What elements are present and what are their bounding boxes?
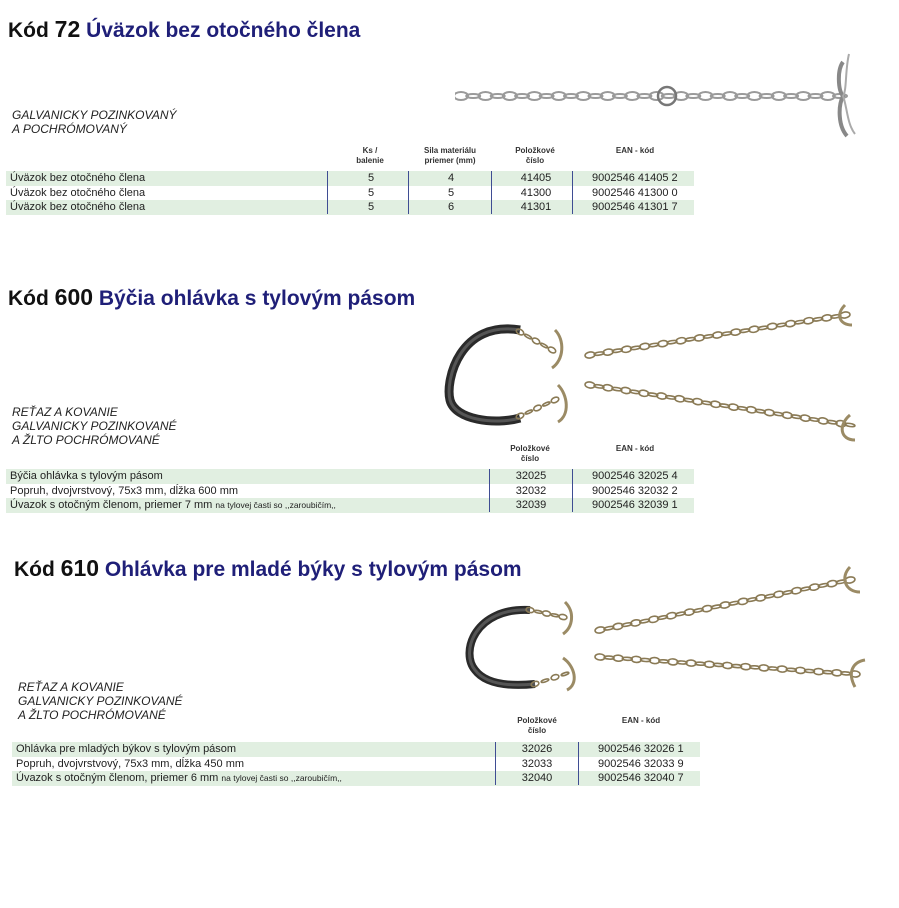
chain-link (534, 610, 542, 614)
chain-link (531, 337, 540, 345)
row-description: Ohlávka pre mladých býkov s tylovým pásom (16, 743, 237, 755)
row-ks: 5 (367, 186, 375, 199)
table-row (6, 469, 694, 484)
chain-link (547, 346, 556, 354)
row-item-number: 41300 (520, 186, 552, 199)
row-description: Býčia ohlávka s tylovým pásom (10, 470, 163, 482)
chain-link (515, 328, 524, 336)
chain-link (542, 401, 550, 407)
row-ks: 5 (367, 201, 375, 213)
row-description: Úväzok bez otočného člena (10, 186, 146, 199)
table-row (12, 757, 700, 772)
row-note: na tylovej časti so ,,zaroubičím,, (215, 500, 336, 510)
section-600-title (8, 284, 415, 311)
row-ean: 9002546 41405 2 (592, 172, 678, 184)
header-polozkove: Položkové číslo (510, 444, 550, 463)
product-code: 72 (54, 16, 81, 42)
kod-label: Kód (14, 558, 55, 581)
product-table-610 (12, 742, 700, 786)
row-ean: 9002546 41300 0 (592, 186, 678, 199)
column-divider (327, 171, 328, 214)
header-ean: EAN - kód (621, 716, 661, 725)
row-description: Popruh, dvojvrstvový, 75x3 mm, dĺžka 600 mm (10, 484, 239, 497)
kod-label: Kód (8, 19, 49, 42)
column-divider (489, 469, 490, 512)
table-row (6, 200, 694, 215)
header-ean: EAN - kód (615, 146, 655, 155)
product-code: 610 (60, 555, 100, 581)
finish-line: GALVANICKY POZINKOVANÝ (12, 108, 177, 122)
row-ean: 9002546 32033 9 (598, 757, 684, 770)
product-table-600 (6, 469, 694, 513)
table-row (12, 742, 700, 757)
column-divider (572, 171, 573, 214)
finish-note (18, 680, 183, 722)
finish-line: REŤAZ A KOVANIE (18, 680, 124, 694)
finish-line: GALVANICKY POZINKOVANÉ (12, 419, 177, 433)
product-name: Ohlávka pre mladé býky s tylovým pásom (104, 558, 522, 581)
finish-note (12, 405, 177, 447)
row-description: Úväzok bez otočného člena (10, 172, 146, 184)
product-name: Býčia ohlávka s tylovým pásom (98, 287, 416, 310)
table-row (6, 186, 694, 201)
bull-halter-image (440, 300, 870, 450)
finish-line: REŤAZ A KOVANIE (12, 405, 118, 419)
section-610-title (14, 555, 522, 582)
header-polozkove: Položkové číslo (515, 146, 555, 165)
row-ean: 9002546 32039 1 (592, 499, 678, 511)
row-description (16, 771, 342, 786)
row-description: Úväzok bez otočného člena (10, 201, 146, 213)
row-item-number: 32033 (521, 757, 553, 770)
table-row (12, 771, 700, 786)
column-divider (572, 469, 573, 512)
row-ks: 5 (367, 172, 375, 184)
chain-link (845, 423, 855, 427)
row-description: Popruh, dvojvrstvový, 75x3 mm, dĺžka 450 mm (16, 757, 245, 770)
table-row (6, 498, 694, 513)
row-item-number: 41405 (520, 172, 552, 184)
row-sila: 6 (447, 201, 455, 213)
chain-link (525, 409, 533, 415)
finish-note (12, 108, 177, 136)
row-ean: 9002546 32025 4 (592, 470, 678, 482)
chain-link (551, 613, 559, 617)
row-item-number: 41301 (520, 201, 552, 213)
row-item-number: 32032 (515, 484, 547, 497)
chain-link (561, 672, 569, 677)
table-row (6, 171, 694, 186)
product-table-72 (6, 171, 694, 215)
column-divider (491, 171, 492, 214)
column-divider (408, 171, 409, 214)
chain-link (524, 333, 532, 339)
row-ean: 9002546 41301 7 (592, 201, 678, 213)
chain-link (559, 614, 568, 621)
row-item-number: 32025 (515, 470, 547, 482)
chain-link (550, 396, 559, 404)
row-ean: 9002546 32026 1 (598, 743, 684, 755)
row-sila: 5 (447, 186, 455, 199)
header-ean: EAN - kód (615, 444, 655, 453)
tether-chain-image (455, 50, 865, 142)
chain-link (515, 412, 524, 420)
row-description (10, 498, 336, 513)
row-description-text: Úvazok s otočným členom, priemer 6 mm (16, 772, 219, 784)
finish-line: A ŽLTO POCHRÓMOVANÉ (18, 708, 166, 722)
finish-line: A POCHRÓMOVANÝ (12, 122, 127, 136)
chain-link (533, 404, 542, 412)
chain-link (542, 610, 551, 617)
finish-line: A ŽLTO POCHRÓMOVANÉ (12, 433, 160, 447)
header-polozkove: Položkové číslo (517, 716, 557, 735)
product-name: Úväzok bez otočného člena (86, 19, 361, 42)
kod-label: Kód (8, 287, 49, 310)
row-item-number: 32040 (521, 772, 553, 784)
chain-link (540, 342, 548, 348)
table-row (6, 484, 694, 499)
row-ean: 9002546 32040 7 (598, 772, 684, 784)
row-note: na tylovej časti so ,,zaroubičím,, (221, 773, 342, 783)
column-divider (578, 742, 579, 785)
row-item-number: 32026 (521, 743, 553, 755)
section-72-title (8, 16, 360, 43)
row-item-number: 32039 (515, 499, 547, 511)
column-divider (495, 742, 496, 785)
header-sila: Sila materiálu priemer (mm) (423, 146, 477, 165)
finish-line: GALVANICKY POZINKOVANÉ (18, 694, 183, 708)
row-description-text: Úvazok s otočným členom, priemer 7 mm (10, 499, 213, 511)
row-sila: 4 (447, 172, 455, 184)
header-ks: Ks / balenie (356, 146, 384, 165)
chain-link (550, 674, 559, 681)
product-code: 600 (54, 284, 94, 310)
young-bull-halter-image (455, 562, 875, 702)
row-ean: 9002546 32032 2 (592, 484, 678, 497)
chain-link (541, 678, 549, 683)
